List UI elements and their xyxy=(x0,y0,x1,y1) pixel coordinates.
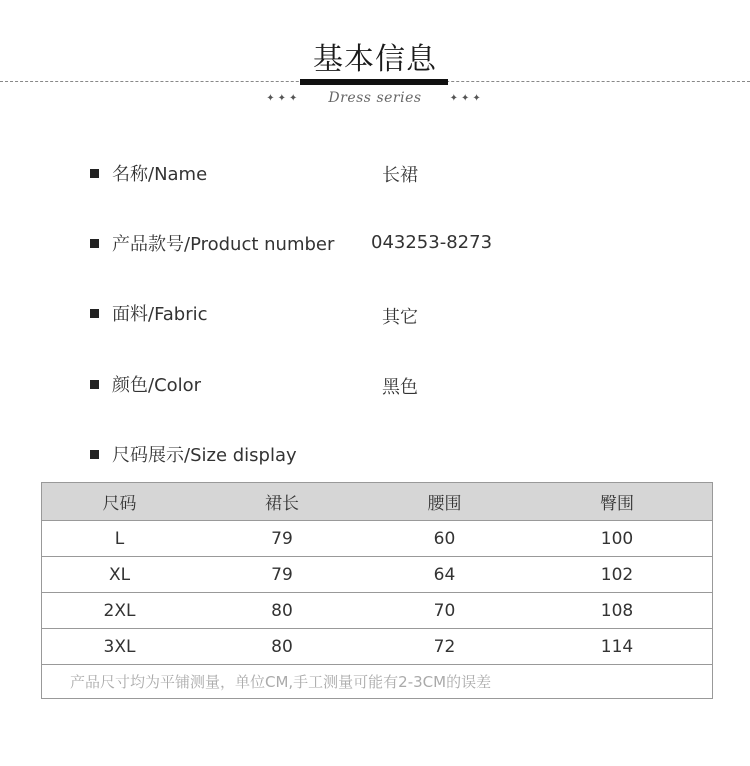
table-row xyxy=(42,629,712,665)
square-bullet-icon xyxy=(90,239,99,248)
table-cell: 64 xyxy=(433,564,456,585)
size-section-label: 尺码展示/Size display xyxy=(112,445,297,466)
table-cell: 70 xyxy=(433,600,456,621)
page-title: 基本信息 xyxy=(313,42,437,77)
info-row-name xyxy=(90,161,207,185)
square-bullet-icon xyxy=(90,380,99,389)
title-underline-bar xyxy=(300,79,448,85)
size-table xyxy=(41,482,713,699)
ornament-dots-left: ✦✦✦ xyxy=(266,92,301,104)
square-bullet-icon xyxy=(90,309,99,318)
ornament-dots-right: ✦✦✦ xyxy=(449,92,484,104)
table-cell: 80 xyxy=(271,600,293,621)
table-row xyxy=(42,557,712,593)
table-cell: 2XL xyxy=(103,600,136,621)
info-row-color xyxy=(90,372,201,396)
table-cell: 60 xyxy=(433,528,456,549)
info-label: 名称/Name xyxy=(112,164,208,185)
info-label: 产品款号/Product number xyxy=(112,234,335,255)
table-cell: 79 xyxy=(271,564,293,585)
table-header-cell: 裙长 xyxy=(265,494,299,514)
measurement-note: 产品尺寸均为平铺测量，单位CM,手工测量可能有2-3CM的误差 xyxy=(70,673,492,691)
table-header-cell: 尺码 xyxy=(102,494,137,514)
page-header xyxy=(0,0,750,120)
table-header-row xyxy=(42,483,712,521)
table-row xyxy=(42,521,712,557)
table-cell: 72 xyxy=(433,636,456,657)
square-bullet-icon xyxy=(90,169,99,178)
table-row xyxy=(42,593,712,629)
info-label: 面料/Fabric xyxy=(112,304,208,325)
subtitle-script: Dress series xyxy=(328,90,422,106)
table-cell: 3XL xyxy=(103,636,136,657)
table-cell: 102 xyxy=(600,564,634,585)
table-header-cell: 臀围 xyxy=(600,494,634,514)
table-cell: 80 xyxy=(271,636,293,657)
info-value-fabric: 其它 xyxy=(382,307,418,328)
info-row-size-display xyxy=(90,442,297,466)
info-value-product-number: 043253-8273 xyxy=(371,232,493,253)
info-value-color: 黑色 xyxy=(382,377,418,398)
info-row-fabric xyxy=(90,301,208,325)
info-row-product-number xyxy=(90,231,334,255)
table-cell: 108 xyxy=(600,600,634,621)
subtitle-row xyxy=(0,88,750,108)
info-value-name: 长裙 xyxy=(382,165,418,186)
table-cell: 114 xyxy=(600,636,634,657)
info-label: 颜色/Color xyxy=(112,375,202,396)
table-cell: XL xyxy=(108,564,131,585)
table-header-cell: 腰围 xyxy=(427,494,462,514)
square-bullet-icon xyxy=(90,450,99,459)
table-cell: 79 xyxy=(271,528,293,549)
table-cell: L xyxy=(114,528,125,549)
table-cell: 100 xyxy=(600,528,634,549)
